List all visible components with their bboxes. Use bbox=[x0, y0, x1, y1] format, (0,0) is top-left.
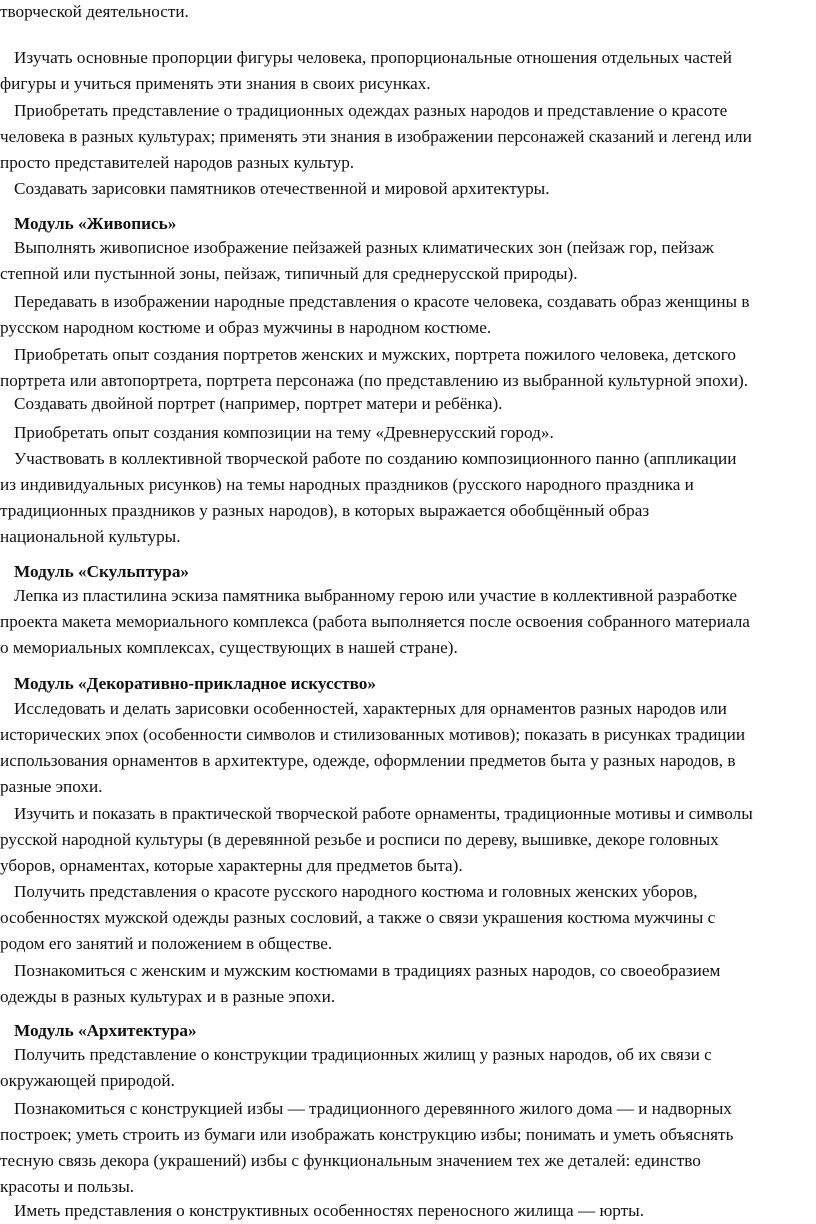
paragraph-line: Иметь представления о конструктивных особенностях переносного жилища — юрты. bbox=[14, 1201, 645, 1220]
paragraph-3 bbox=[0, 176, 816, 202]
paragraph-line: Лепка из пластилина эскиза памятника выбранному герою или участие в коллективной разработке bbox=[14, 586, 738, 605]
paragraph-2 bbox=[0, 98, 816, 176]
paragraph-line: Передавать в изображении народные представления о красоте человека, создавать образ женщины в bbox=[14, 292, 750, 311]
paragraph-line: Приобретать опыт создания портретов женских и мужских, портрета пожилого человека, детского bbox=[14, 345, 737, 364]
paragraph-1 bbox=[0, 45, 816, 97]
paragraph-8 bbox=[0, 420, 816, 446]
paragraph-line: Выполнять живописное изображение пейзажей разных климатических зон (пейзаж гор, пейзаж bbox=[14, 238, 714, 257]
paragraph-10 bbox=[0, 583, 816, 661]
paragraph-11 bbox=[0, 696, 816, 800]
paragraph-14 bbox=[0, 958, 816, 1010]
paragraph-4 bbox=[0, 235, 816, 287]
paragraph-line: Участвовать в коллективной творческой работе по созданию композиционного панно (аппликации bbox=[14, 449, 737, 468]
paragraph-line: человека в разных культурах; применять эти знания в изображении персонажей сказаний и легенд или bbox=[0, 127, 752, 146]
paragraph-line: фигуры и учиться применять эти знания в своих рисунках. bbox=[0, 74, 431, 93]
paragraph-line: Создавать двойной портрет (например, портрет матери и ребёнка). bbox=[14, 394, 503, 413]
paragraph-line: особенностях мужской одежды разных сословий, а также о связи украшения костюма мужчины с bbox=[0, 908, 716, 927]
paragraph-16 bbox=[0, 1096, 816, 1200]
paragraph-line: Получить представление о конструкции традиционных жилищ у разных народов, об их связи с bbox=[14, 1045, 712, 1064]
paragraph-7 bbox=[0, 391, 816, 417]
paragraph-line: о мемориальных комплексах, существующих в нашей стране). bbox=[0, 638, 458, 657]
heading-decorative: Модуль «Декоративно-прикладное искусство» bbox=[14, 674, 376, 693]
paragraph-line: тесную связь декора (украшений) избы с функциональным значением тех же деталей: единство bbox=[0, 1151, 701, 1170]
paragraph-13 bbox=[0, 879, 816, 957]
paragraph-line: построек; уметь строить из бумаги или изображать конструкцию избы; понимать и уметь объяснять bbox=[0, 1125, 734, 1144]
heading-sculpture: Модуль «Скульптура» bbox=[14, 562, 190, 581]
paragraph-line: уборов, орнаментах, которые характерны для предметов быта). bbox=[0, 856, 463, 875]
paragraph-line: Изучить и показать в практической творческой работе орнаменты, традиционные мотивы и символы bbox=[14, 804, 753, 823]
paragraph-line: использования орнаментов в архитектуре, одежде, оформлении предметов быта у разных народов, в bbox=[0, 751, 736, 770]
paragraph-line: Приобретать представление о традиционных одеждах разных народов и представление о красоте bbox=[14, 101, 728, 120]
paragraph-line: Исследовать и делать зарисовки особенностей, характерных для орнаментов разных народов или bbox=[14, 699, 727, 718]
paragraph-line: просто представителей народов разных культур. bbox=[0, 153, 355, 172]
paragraph-line: Создавать зарисовки памятников отечественной и мировой архитектуры. bbox=[14, 179, 550, 198]
paragraph-line: из индивидуальных рисунков) на темы народных праздников (русского народного праздника и bbox=[0, 475, 694, 494]
paragraph-line: исторических эпох (особенности символов и стилизованных мотивов); показать в рисунках традиции bbox=[0, 725, 746, 744]
paragraph-line: окружающей природой. bbox=[0, 1071, 175, 1090]
paragraph-12 bbox=[0, 801, 816, 879]
paragraph-6 bbox=[0, 342, 816, 394]
paragraph-line: проекта макета мемориального комплекса (работа выполняется после освоения собранного материала bbox=[0, 612, 750, 631]
paragraph-line: портрета или автопортрета, портрета персонажа (по представлению из выбранной культурной эпохи). bbox=[0, 371, 749, 390]
paragraph-line: красоты и пользы. bbox=[0, 1177, 135, 1196]
paragraph-line: степной или пустынной зоны, пейзаж, типичный для среднерусской природы). bbox=[0, 264, 578, 283]
paragraph-line: традиционных праздников у разных народов), в которых выражается обобщённый образ bbox=[0, 501, 650, 520]
paragraph-line: одежды в разных культурах и в разные эпохи. bbox=[0, 987, 336, 1006]
paragraph-line: национальной культуры. bbox=[0, 527, 181, 546]
paragraph-line: Изучать основные пропорции фигуры человека, пропорциональные отношения отдельных частей bbox=[14, 48, 732, 67]
paragraph-line: Познакомиться с конструкцией избы — традиционного деревянного жилого дома — и надворных bbox=[14, 1099, 732, 1118]
paragraph-0 bbox=[0, 0, 816, 25]
paragraph-line: родом его занятий и положением в обществе. bbox=[0, 934, 333, 953]
paragraph-9 bbox=[0, 446, 816, 550]
heading-architecture: Модуль «Архитектура» bbox=[14, 1021, 197, 1040]
paragraph-15 bbox=[0, 1042, 816, 1094]
paragraph-line: творческой деятельности. bbox=[0, 2, 189, 21]
paragraph-line: русском народном костюме и образ мужчины в народном костюме. bbox=[0, 318, 492, 337]
paragraph-line: Получить представления о красоте русского народного костюма и головных женских уборов, bbox=[14, 882, 698, 901]
paragraph-line: Познакомиться с женским и мужским костюмами в традициях разных народов, со своеобразием bbox=[14, 961, 721, 980]
paragraph-line: русской народной культуры (в деревянной резьбе и росписи по дереву, вышивке, декоре головных bbox=[0, 830, 719, 849]
paragraph-5 bbox=[0, 289, 816, 341]
paragraph-line: Приобретать опыт создания композиции на тему «Древнерусский город». bbox=[14, 423, 554, 442]
paragraph-line: разные эпохи. bbox=[0, 777, 103, 796]
paragraph-17 bbox=[0, 1198, 816, 1224]
heading-painting: Модуль «Живопись» bbox=[14, 214, 177, 233]
